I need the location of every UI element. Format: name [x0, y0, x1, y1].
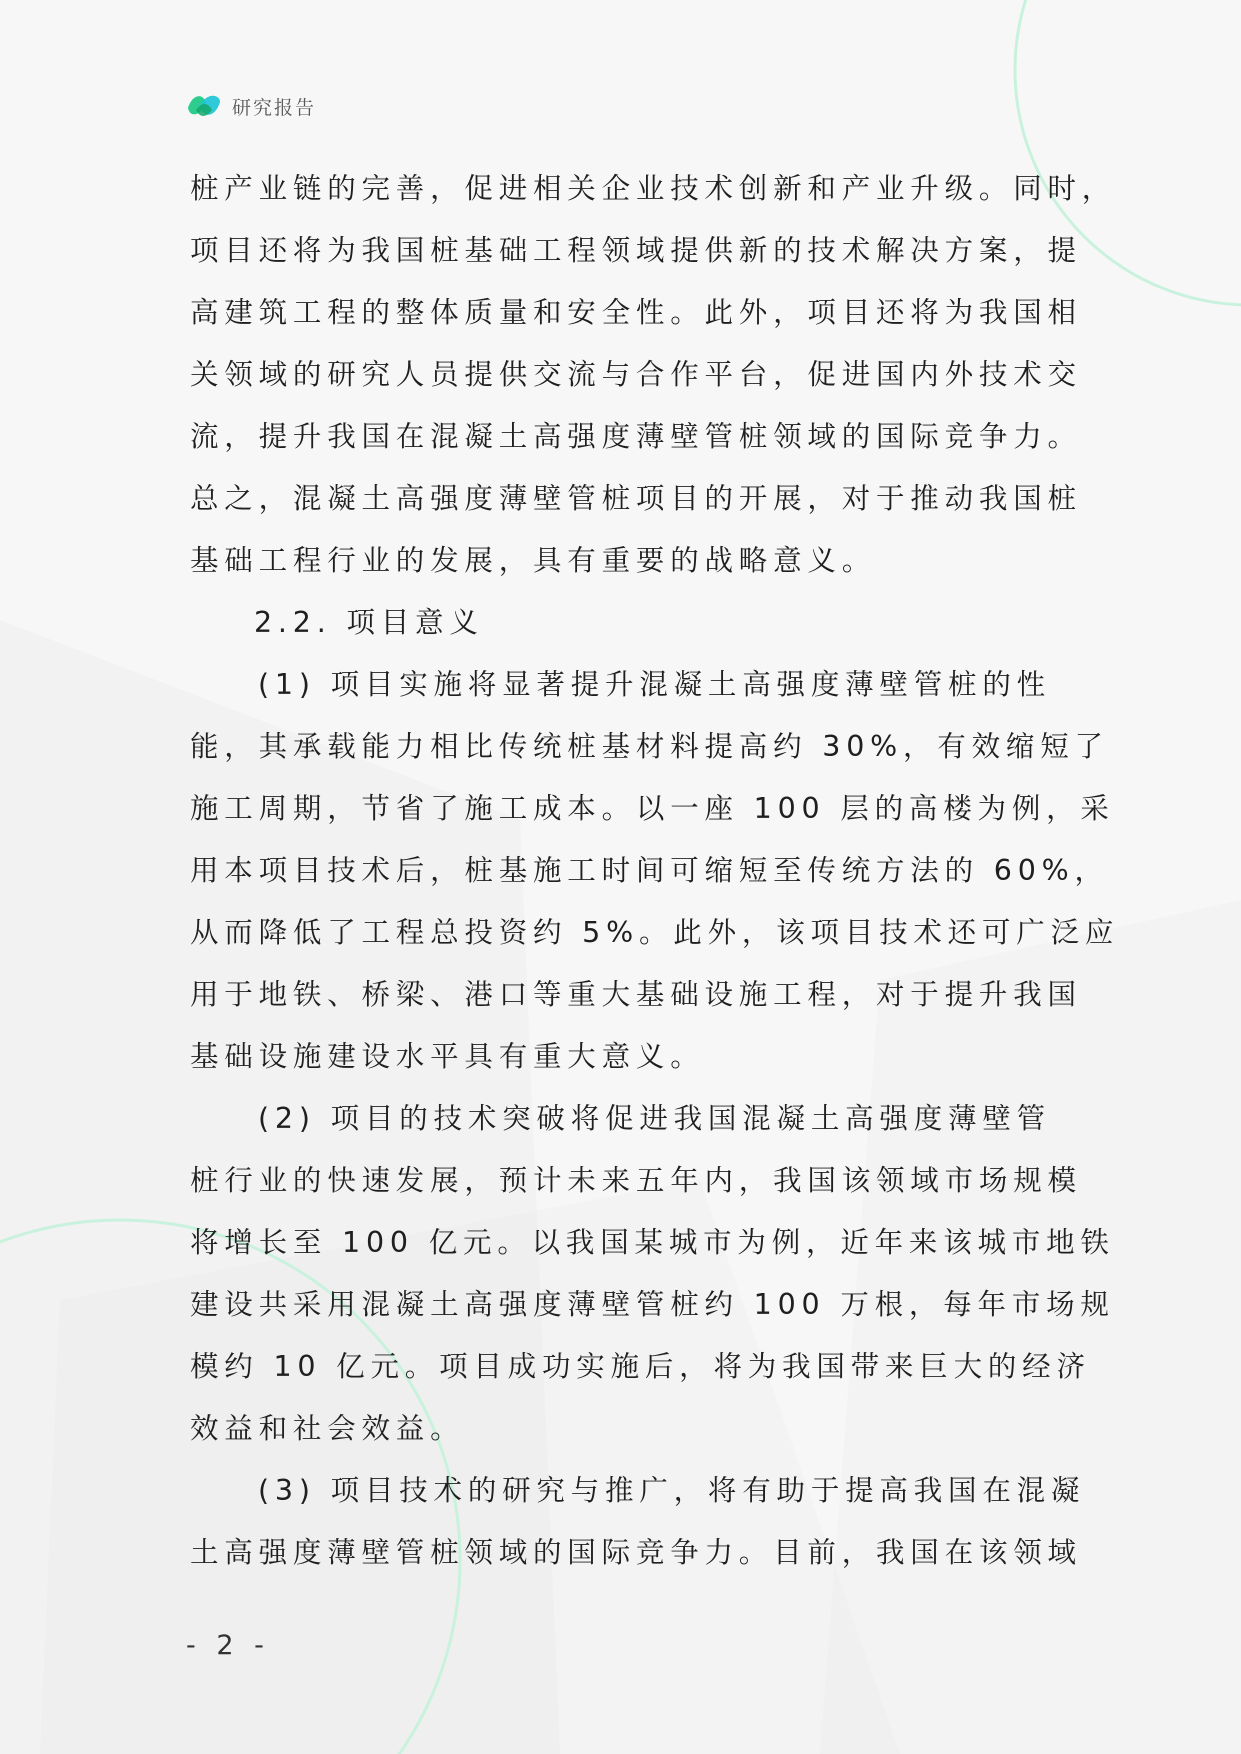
- report-header: [186, 88, 316, 124]
- paragraph-line: 施工周期，节省了施工成本。以一座 100 层的高楼为例，采: [190, 792, 1115, 825]
- paragraph-line: 流，提升我国在混凝土高强度薄壁管桩领域的国际竞争力。: [190, 420, 1082, 453]
- paragraph-line: 总之，混凝土高强度薄壁管桩项目的开展，对于推动我国桩: [190, 482, 1082, 515]
- paragraph-line: 建设共采用混凝土高强度薄壁管桩约 100 万根，每年市场规: [190, 1288, 1115, 1321]
- paragraph-line: 土高强度薄壁管桩领域的国际竞争力。目前，我国在该领域: [190, 1536, 1082, 1569]
- leaf-logo-icon: [186, 90, 222, 122]
- paragraph-line: (3) 项目技术的研究与推广，将有助于提高我国在混凝: [258, 1474, 1086, 1507]
- paragraph-line: 桩产业链的完善，促进相关企业技术创新和产业升级。同时，: [190, 172, 1117, 205]
- document-body: [190, 158, 1120, 1584]
- paragraph-line: 基础设施建设水平具有重大意义。: [190, 1040, 705, 1073]
- paragraph-line: 用本项目技术后，桩基施工时间可缩短至传统方法的 60%，: [190, 854, 1109, 887]
- header-title: 研究报告: [232, 96, 317, 119]
- paragraph-line: 基础工程行业的发展，具有重要的战略意义。: [190, 544, 877, 577]
- paragraph-line: (1) 项目实施将显著提升混凝土高强度薄壁管桩的性: [258, 668, 1051, 701]
- paragraph-line: 桩行业的快速发展，预计未来五年内，我国该领域市场规模: [190, 1164, 1082, 1197]
- page-number: - 2 -: [186, 1630, 270, 1661]
- paragraph-line: 项目还将为我国桩基础工程领域提供新的技术解决方案，提: [190, 234, 1082, 267]
- paragraph-line: 将增长至 100 亿元。以我国某城市为例，近年来该城市地铁: [190, 1226, 1115, 1259]
- paragraph-line: 能，其承载能力相比传统桩基材料提高约 30%，有效缩短了: [190, 730, 1109, 763]
- section-heading: 2.2. 项目意义: [254, 606, 484, 639]
- paragraph-line: 关领域的研究人员提供交流与合作平台，促进国内外技术交: [190, 358, 1082, 391]
- paragraph-line: 从而降低了工程总投资约 5%。此外，该项目技术还可广泛应: [190, 916, 1120, 949]
- paragraph-line: 效益和社会效益。: [190, 1412, 465, 1445]
- paragraph-line: 模约 10 亿元。项目成功实施后，将为我国带来巨大的经济: [190, 1350, 1091, 1383]
- paragraph-line: 高建筑工程的整体质量和安全性。此外，项目还将为我国相: [190, 296, 1082, 329]
- paragraph-line: (2) 项目的技术突破将促进我国混凝土高强度薄壁管: [258, 1102, 1051, 1135]
- paragraph-line: 用于地铁、桥梁、港口等重大基础设施工程，对于提升我国: [190, 978, 1082, 1011]
